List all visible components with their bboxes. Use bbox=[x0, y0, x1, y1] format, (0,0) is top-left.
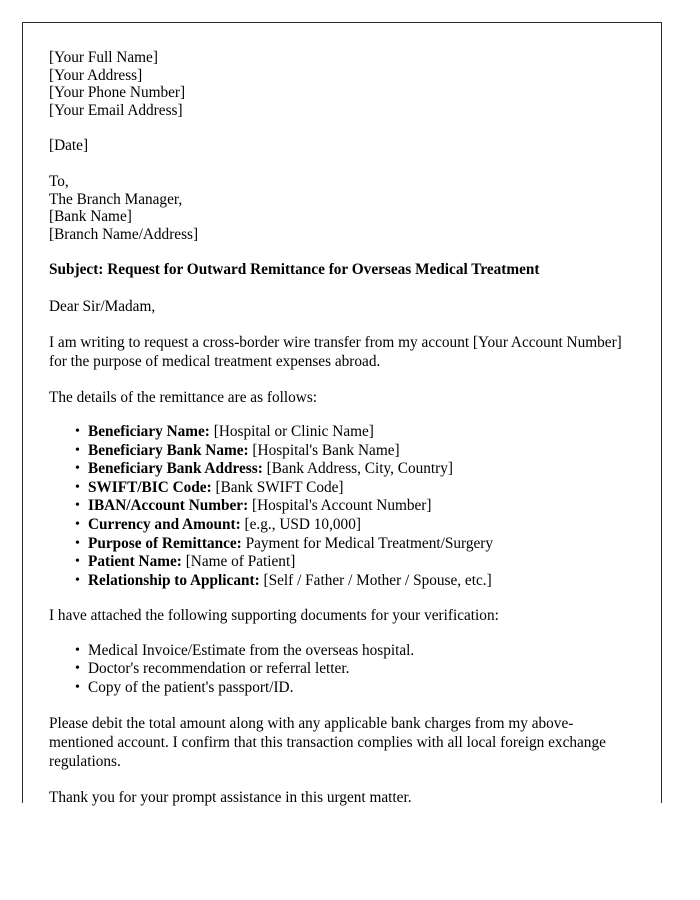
spacer bbox=[49, 698, 636, 714]
attachments-intro: I have attached the following supporting documents for your verification: bbox=[49, 607, 499, 625]
recipient-designation: The Branch Manager, bbox=[49, 190, 183, 208]
thanks-line: Thank you for your prompt assistance in this urgent matter. bbox=[49, 788, 412, 806]
closing-paragraph: Please debit the total amount along with any applicable bank charges from my above-mentioned account. I confirm that this transaction complies with all local foreign exchange regulations. bbox=[49, 714, 606, 771]
remittance-detail-item bbox=[88, 553, 636, 572]
spacer bbox=[49, 590, 636, 606]
recipient-branch: [Branch Name/Address] bbox=[49, 225, 199, 243]
remittance-detail-value: Payment for Medical Treatment/Surgery bbox=[241, 534, 494, 552]
remittance-detail-item bbox=[88, 572, 636, 591]
remittance-detail-item bbox=[88, 423, 636, 442]
spacer bbox=[49, 372, 636, 388]
remittance-detail-label: Beneficiary Bank Name: bbox=[88, 441, 249, 459]
sender-email: [Your Email Address] bbox=[49, 101, 183, 119]
recipient-address-block bbox=[49, 173, 636, 243]
date-block bbox=[49, 137, 636, 155]
spacer bbox=[49, 119, 636, 137]
details-intro: The details of the remittance are as follows: bbox=[49, 388, 318, 406]
remittance-detail-label: Patient Name: bbox=[88, 553, 182, 571]
remittance-detail-value: [Name of Patient] bbox=[181, 553, 296, 571]
sender-address: [Your Address] bbox=[49, 66, 143, 84]
sender-address-block bbox=[49, 49, 636, 119]
remittance-detail-item bbox=[88, 460, 636, 479]
spacer bbox=[49, 279, 636, 297]
spacer bbox=[49, 772, 636, 788]
document-page bbox=[22, 22, 662, 806]
remittance-detail-label: Currency and Amount: bbox=[88, 515, 241, 533]
opening-paragraph: I am writing to request a cross-border wire transfer from my account [Your Account Number] for the purpose of medical treatment expenses abroad. bbox=[49, 333, 622, 371]
remittance-detail-item bbox=[88, 535, 636, 554]
recipient-to-line: To, bbox=[49, 172, 69, 190]
remittance-detail-value: [Bank Address, City, Country] bbox=[262, 460, 454, 478]
spacer bbox=[49, 155, 636, 173]
sender-phone: [Your Phone Number] bbox=[49, 84, 186, 102]
spacer bbox=[49, 407, 636, 423]
remittance-detail-item bbox=[88, 479, 636, 498]
remittance-detail-item bbox=[88, 442, 636, 461]
remittance-detail-label: IBAN/Account Number: bbox=[88, 497, 249, 515]
salutation: Dear Sir/Madam, bbox=[49, 298, 156, 316]
remittance-detail-value: [e.g., USD 10,000] bbox=[240, 515, 361, 533]
attachment-item: • Doctor's recommendation or referral letter. bbox=[88, 660, 636, 679]
remittance-detail-item bbox=[88, 497, 636, 516]
attachments-list bbox=[49, 642, 636, 698]
remittance-detail-label: SWIFT/BIC Code: bbox=[88, 478, 212, 496]
remittance-detail-label: Purpose of Remittance: bbox=[88, 534, 242, 552]
date-line: [Date] bbox=[49, 137, 89, 155]
spacer bbox=[49, 243, 636, 261]
letter-body bbox=[49, 49, 636, 807]
spacer bbox=[49, 626, 636, 642]
remittance-detail-value: [Hospital's Account Number] bbox=[248, 497, 432, 515]
remittance-detail-label: Beneficiary Name: bbox=[88, 422, 210, 440]
remittance-detail-value: [Self / Father / Mother / Spouse, etc.] bbox=[259, 571, 492, 589]
spacer bbox=[49, 317, 636, 333]
attachment-item: • Copy of the patient's passport/ID. bbox=[88, 679, 636, 698]
recipient-bank-name: [Bank Name] bbox=[49, 208, 132, 226]
remittance-detail-label: Relationship to Applicant: bbox=[88, 571, 260, 589]
remittance-detail-value: [Hospital's Bank Name] bbox=[248, 441, 400, 459]
remittance-detail-item bbox=[88, 516, 636, 535]
subject-line: Subject: Request for Outward Remittance for Overseas Medical Treatment bbox=[49, 261, 540, 279]
remittance-detail-value: [Bank SWIFT Code] bbox=[211, 478, 344, 496]
remittance-details-list bbox=[49, 423, 636, 590]
attachment-item: • Medical Invoice/Estimate from the overseas hospital. bbox=[88, 642, 636, 661]
remittance-detail-label: Beneficiary Bank Address: bbox=[88, 460, 263, 478]
remittance-detail-value: [Hospital or Clinic Name] bbox=[209, 422, 374, 440]
sender-name: [Your Full Name] bbox=[49, 49, 158, 66]
